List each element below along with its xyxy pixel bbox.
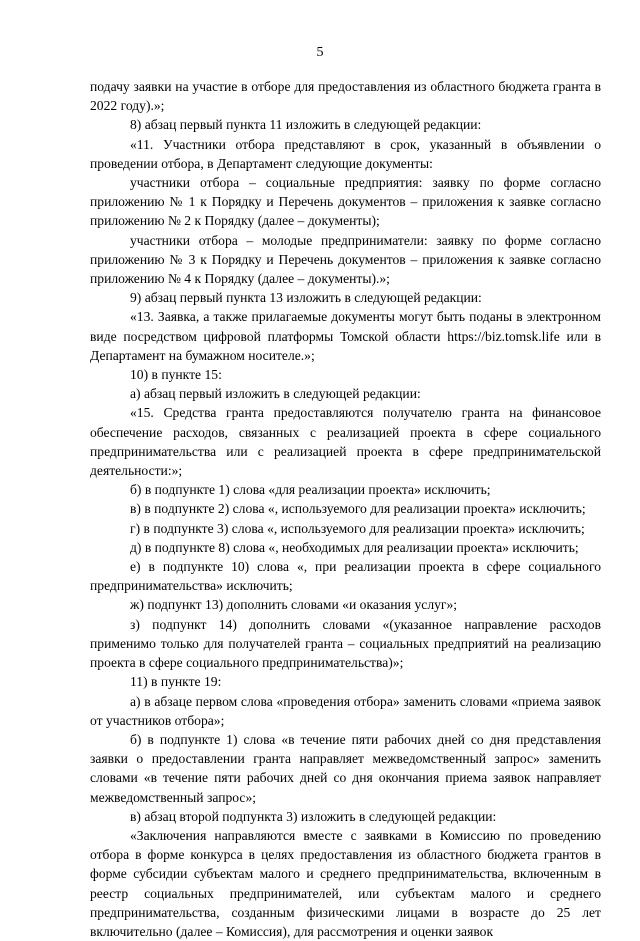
paragraph: в) в подпункте 2) слова «, используемого для реализации проекта» исключить; [130,501,586,517]
paragraph: б) в подпункте 1) слова «для реализации проекта» исключить; [130,482,491,498]
paragraph: 8) абзац первый пункта 11 изложить в следующей редакции: [130,117,482,133]
paragraph: 9) абзац первый пункта 13 изложить в следующей редакции: [130,290,482,306]
paragraph: е) в подпункте 10) слова «, при реализации проекта в сфере социального предпринимательства» исключить; [90,559,601,594]
paragraph: б) в подпункте 1) слова «в течение пяти рабочих дней со дня представления заявки о предоставлении гранта направляет межведомственный запрос» заменить словами «в течение пяти рабочих дней со дня окончания приема заявок направляет межведомственный запрос»; [90,731,601,805]
paragraph: «13. Заявка, а также прилагаемые документы могут быть поданы в электронном виде посредством цифровой платформы Томской области https://biz.tomsk.life или в Департамент на бумажном носителе.»; [90,309,601,363]
paragraph: «11. Участники отбора представляют в срок, указанный в объявлении о проведении отбора, в Департамент следующие документы: [90,136,601,171]
paragraph: а) в абзаце первом слова «проведения отбора» заменить словами «приема заявок от участников отбора»; [90,693,601,728]
paragraph: 10) в пункте 15: [130,367,222,383]
paragraph: з) подпункт 14) дополнить словами «(указанное направление расходов применимо только для получателей гранта – социальных предприятий на реализацию проекта в сфере социального предпринимательства)»; [90,616,601,671]
document-body [90,77,601,941]
paragraph: «15. Средства гранта предоставляются получателю гранта на финансовое обеспечение расходов, связанных с реализацией проекта в сфере социального предпринимательства или с реализацией проекта в сфере предпринимательской деятельности:»; [90,405,601,479]
paragraph: подачу заявки на участие в отборе для предоставления из областного бюджета гранта в 2022 году).»; [90,79,601,114]
page-number: 5 [316,45,324,60]
paragraph: «Заключения направляются вместе с заявками в Комиссию по проведению отбора в форме конкурса в целях предоставления из областного бюджета грантов в форме субсидии субъектам малого и среднего предпринимательства, включенным в реестр социальных предпринимателей, или субъектам малого и среднего предпринимательства, созданным физическими лицами в возрасте до 25 лет включительно (далее – Комиссия), для рассмотрения и оценки заявок [90,827,601,939]
paragraph: участники отбора – молодые предприниматели: заявку по форме согласно приложению № 3 к Порядку и Перечень документов – приложения к заявке согласно приложению № 4 к Порядку (далее – документы).»; [90,232,601,287]
paragraph: в) абзац второй подпункта 3) изложить в следующей редакции: [130,808,497,824]
paragraph: 11) в пункте 19: [130,674,222,690]
paragraph: ж) подпункт 13) дополнить словами «и оказания услуг»; [130,597,458,613]
paragraph: а) абзац первый изложить в следующей редакции: [130,386,421,402]
paragraph: участники отбора – социальные предприятия: заявку по форме согласно приложению № 1 к Порядку и Перечень документов – приложения к заявке согласно приложению № 2 к Порядку (далее – документы); [90,175,601,229]
paragraph: д) в подпункте 8) слова «, необходимых для реализации проекта» исключить; [130,539,579,555]
paragraph: г) в подпункте 3) слова «, используемого для реализации проекта» исключить; [130,520,585,536]
